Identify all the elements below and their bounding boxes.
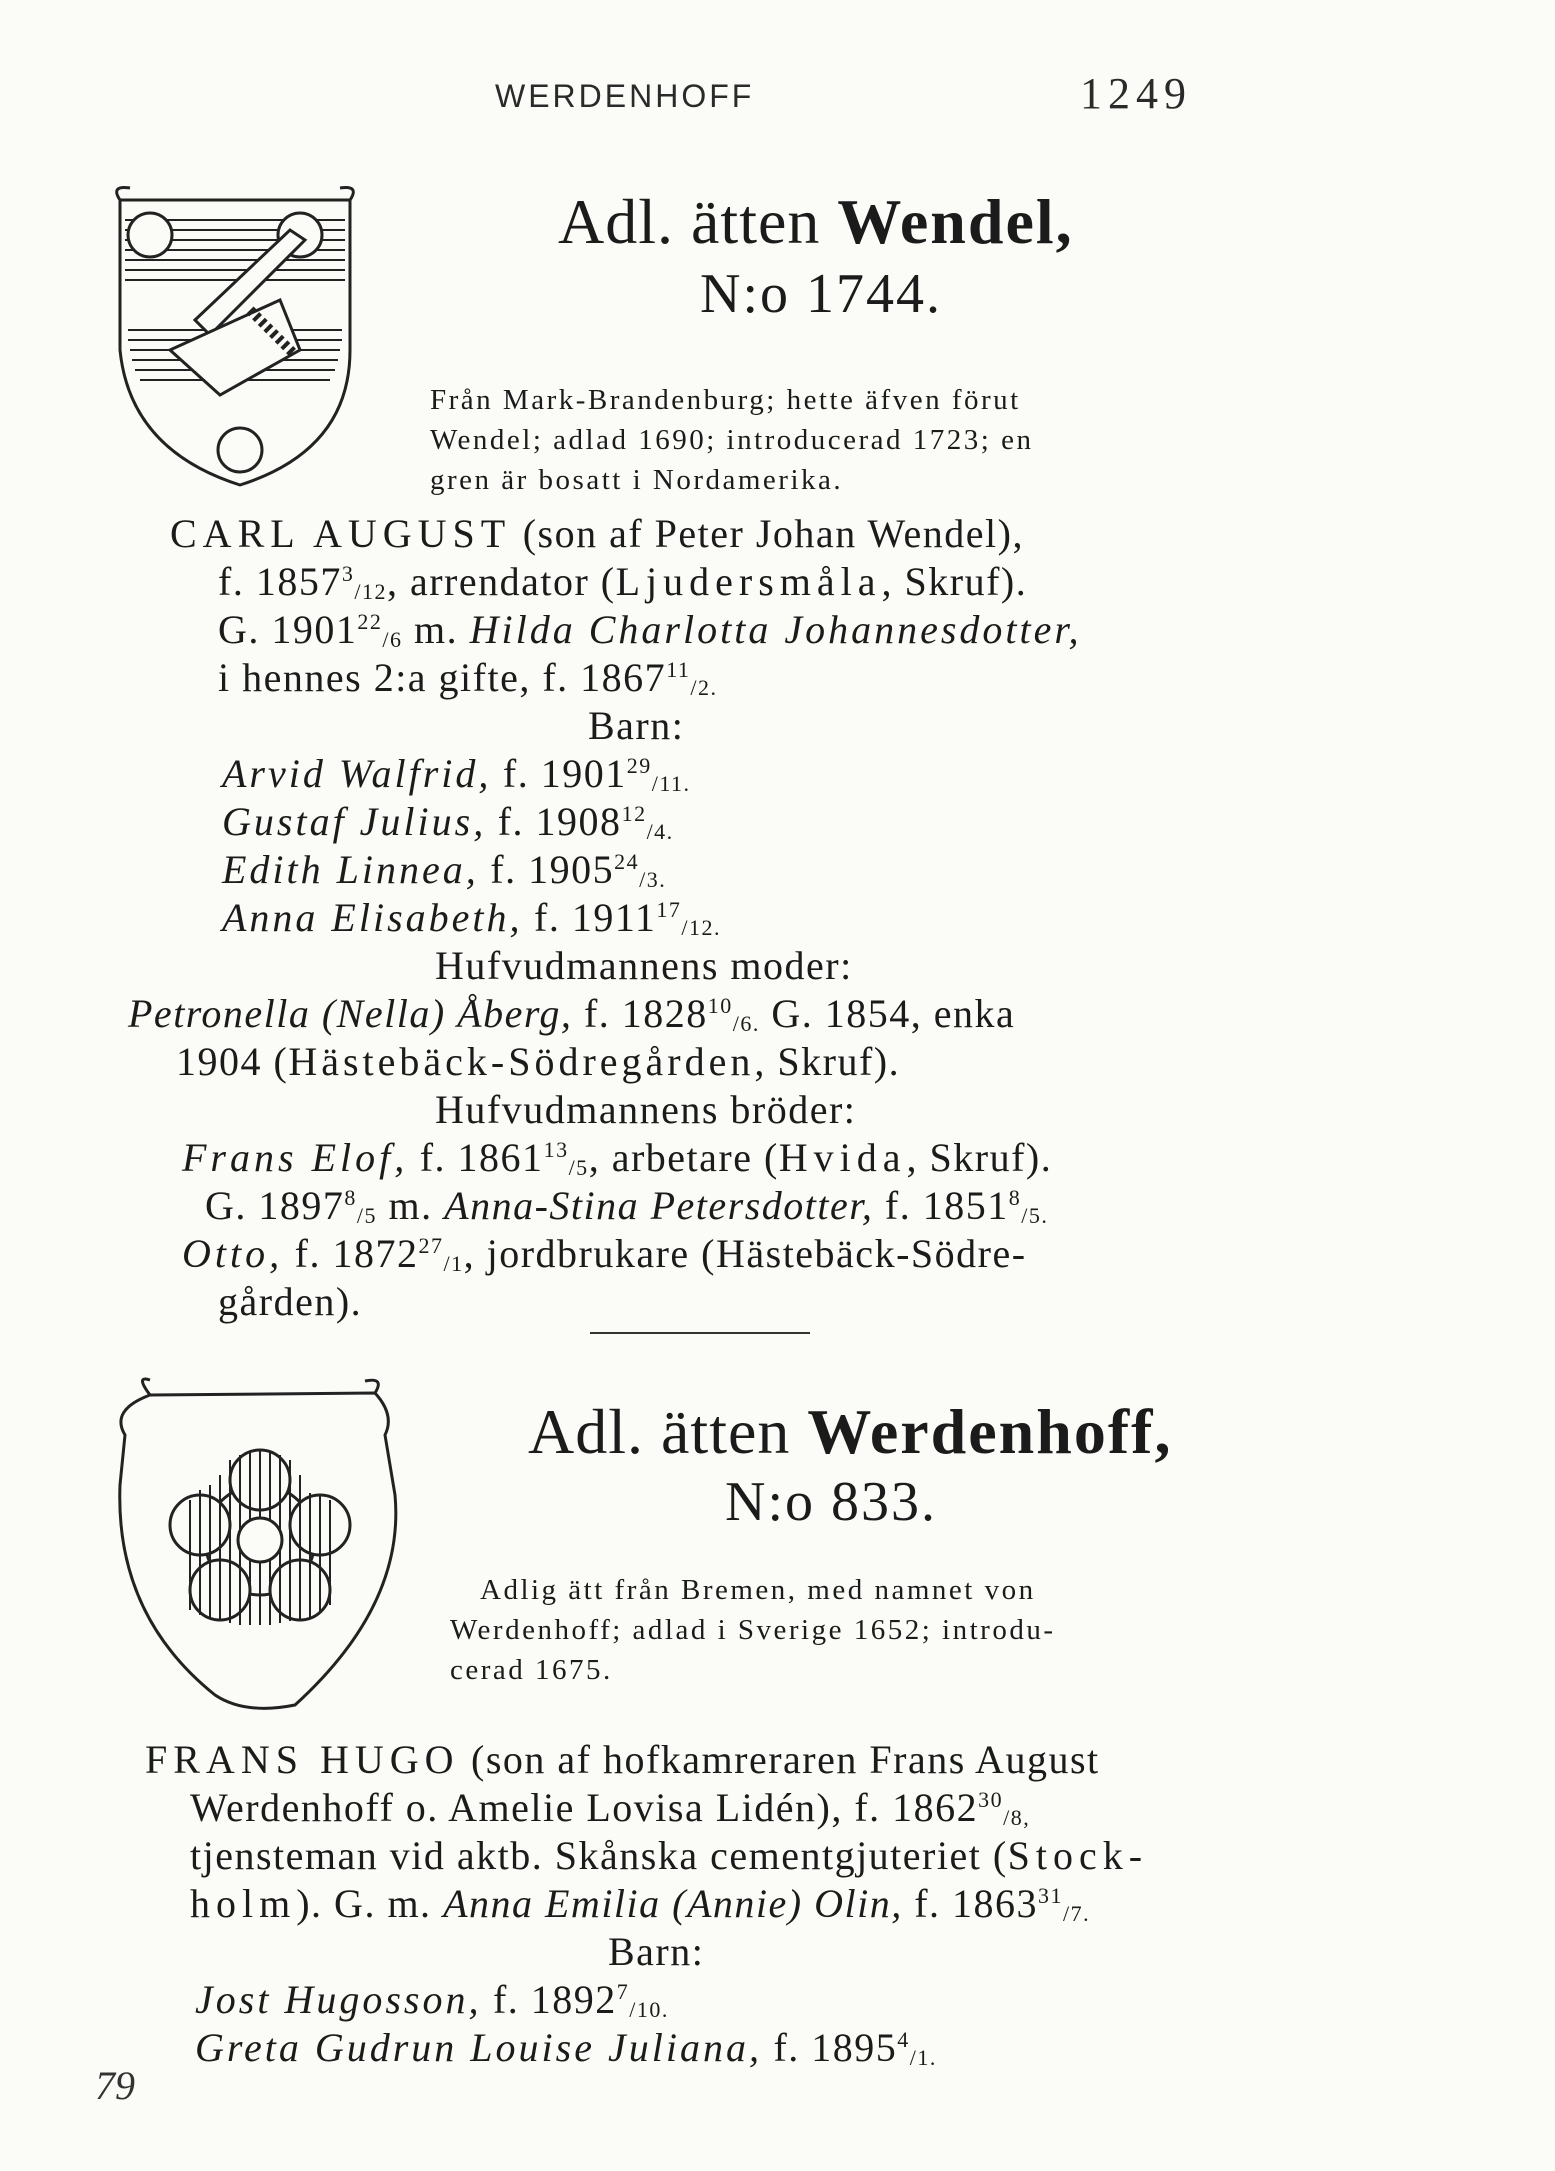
list-item bbox=[195, 2024, 937, 2072]
brother-wife-name: Anna-Stina Petersdotter, bbox=[444, 1183, 874, 1228]
child-birth-day: 17 bbox=[656, 897, 682, 922]
brother-birth: f. 1872 bbox=[283, 1231, 419, 1276]
wendel-coat-of-arms-icon bbox=[100, 180, 370, 500]
brother-occupation: , jordbrukare (Hästebäck-Södre- bbox=[463, 1231, 1027, 1276]
parents-and-birth: Werdenhoff o. Amelie Lovisa Lidén), f. 1862 bbox=[190, 1785, 979, 1830]
wife-name: Anna Emilia (Annie) Olin, bbox=[443, 1881, 903, 1926]
marriage-day: 22 bbox=[357, 609, 383, 634]
brother-parish: , Skruf). bbox=[906, 1135, 1053, 1180]
head-of-family-name: CARL AUGUST bbox=[170, 511, 512, 556]
child-birth-month: /11. bbox=[651, 771, 691, 796]
wife-name: Hilda Charlotta Johannesdotter, bbox=[469, 607, 1082, 652]
werdenhoff-title-prefix: Adl. ätten bbox=[528, 1396, 791, 1467]
child-birth-month: /1. bbox=[909, 2045, 937, 2070]
list-item bbox=[222, 846, 666, 894]
residence: Stock- bbox=[1007, 1833, 1149, 1878]
birth-day: 3 bbox=[341, 561, 355, 586]
parentage: (son af Peter Johan Wendel), bbox=[522, 511, 1024, 556]
brother-name: Frans Elof, bbox=[182, 1135, 409, 1180]
brother-marriage-month: /5 bbox=[356, 1203, 378, 1228]
child-name: Edith Linnea, bbox=[222, 847, 479, 892]
running-head: WERDENHOFF bbox=[495, 78, 755, 114]
mother-birth-day: 10 bbox=[707, 993, 733, 1018]
occupation: tjensteman vid aktb. Skånska cementgjuteriet ( bbox=[190, 1833, 1008, 1878]
brother-name: Otto, bbox=[182, 1231, 284, 1276]
list-item bbox=[222, 894, 721, 942]
child-birth: f. 1901 bbox=[502, 751, 627, 796]
birth-month: /12 bbox=[354, 579, 387, 604]
residence: Ljudersmåla bbox=[615, 559, 882, 604]
wendel-line-2 bbox=[218, 558, 1027, 606]
wendel-brothers-heading: Hufvudmannens bröder: bbox=[435, 1087, 857, 1132]
wendel-intro-2: Wendel; adlad 1690; introducerad 1723; en bbox=[430, 424, 1034, 456]
parish: , Skruf). bbox=[881, 559, 1028, 604]
wendel-number: N:o 1744. bbox=[700, 263, 942, 325]
wendel-line-3 bbox=[218, 606, 1082, 654]
werdenhoff-intro-3: cerad 1675. bbox=[450, 1654, 613, 1686]
child-birth: f. 1911 bbox=[534, 895, 657, 940]
wife-birth-month: /2. bbox=[690, 675, 718, 700]
child-name: Anna Elisabeth, bbox=[222, 895, 523, 940]
brother-birth-day: 27 bbox=[418, 1233, 444, 1258]
child-name: Gustaf Julius, bbox=[222, 799, 487, 844]
child-birth: f. 1892 bbox=[492, 1977, 617, 2022]
werdenhoff-coat-of-arms-icon bbox=[95, 1375, 415, 1725]
child-name: Greta Gudrun Louise Juliana, bbox=[195, 2025, 762, 2070]
mother-residence: Hästebäck-Södregården bbox=[288, 1039, 755, 1084]
brother-birth: f. 1861 bbox=[408, 1135, 544, 1180]
child-birth: f. 1895 bbox=[773, 2025, 898, 2070]
birth-month: /8, bbox=[1003, 1805, 1031, 1830]
widow-year: 1904 ( bbox=[176, 1039, 289, 1084]
head-of-family-name: FRANS HUGO bbox=[145, 1737, 460, 1782]
child-birth: f. 1905 bbox=[490, 847, 615, 892]
werdenhoff-intro-2: Werdenhoff; adlad i Sverige 1652; introdu- bbox=[450, 1614, 1056, 1646]
brother-line-1 bbox=[182, 1134, 1052, 1182]
wendel-intro-1: Från Mark-Brandenburg; hette äfven förut bbox=[430, 384, 1021, 416]
child-birth-day: 12 bbox=[621, 801, 647, 826]
werdenhoff-intro-1: Adlig ätt från Bremen, med namnet von bbox=[480, 1574, 1036, 1606]
residence-continued: holm bbox=[190, 1881, 297, 1926]
child-name: Arvid Walfrid, bbox=[222, 751, 492, 796]
birth-year: f. 1857 bbox=[218, 559, 342, 604]
wendel-title bbox=[558, 185, 1074, 259]
brother-birth-month: /1 bbox=[443, 1251, 464, 1276]
child-birth: f. 1908 bbox=[497, 799, 622, 844]
list-item bbox=[222, 798, 674, 846]
brother-line-2 bbox=[205, 1182, 1048, 1230]
birth-day: 30 bbox=[978, 1787, 1004, 1812]
werdenhoff-line-3 bbox=[190, 1832, 1148, 1880]
marriage-month: /6 bbox=[382, 627, 403, 652]
wendel-line-4 bbox=[218, 654, 718, 702]
brother-wife-birth: f. 1851 bbox=[873, 1183, 1009, 1228]
wendel-children-heading: Barn: bbox=[588, 703, 685, 748]
wife-birth-day: 11 bbox=[666, 657, 691, 682]
list-item bbox=[222, 750, 691, 798]
wendel-mother-heading: Hufvudmannens moder: bbox=[435, 943, 853, 988]
brother-wife-birth-month: /5. bbox=[1021, 1203, 1049, 1228]
brother-birth-day: 13 bbox=[543, 1137, 569, 1162]
wife-birth: f. 1863 bbox=[902, 1881, 1039, 1926]
child-birth-month: /10. bbox=[629, 1997, 669, 2022]
werdenhoff-title-name: Werdenhoff, bbox=[807, 1396, 1173, 1467]
parentage: (son af hofkamreraren Frans August bbox=[459, 1737, 1100, 1782]
mother-name: Petronella (Nella) Åberg, bbox=[128, 991, 573, 1036]
wendel-title-name: Wendel, bbox=[837, 186, 1074, 257]
werdenhoff-line-2 bbox=[190, 1784, 1030, 1832]
child-birth-month: /3. bbox=[639, 867, 667, 892]
brother-residence: Hvida bbox=[778, 1135, 907, 1180]
brother-occupation: , arbetare ( bbox=[588, 1135, 779, 1180]
child-birth-day: 7 bbox=[616, 1979, 630, 2004]
wife-birth: i hennes 2:a gifte, f. 1867 bbox=[218, 655, 667, 700]
child-birth-day: 29 bbox=[626, 753, 652, 778]
mother-marriage: G. 1854, enka bbox=[759, 991, 1016, 1036]
mother-parish: , Skruf). bbox=[754, 1039, 901, 1084]
page-number: 1249 bbox=[1080, 69, 1192, 118]
werdenhoff-title bbox=[528, 1395, 1172, 1469]
brother-marriage-day: 8 bbox=[344, 1185, 357, 1210]
brother-line-4: gården). bbox=[218, 1279, 363, 1324]
child-birth-day: 24 bbox=[614, 849, 640, 874]
werdenhoff-children-heading: Barn: bbox=[608, 1929, 705, 1974]
folio-number: 79 bbox=[95, 2063, 135, 2108]
werdenhoff-number: N:o 833. bbox=[725, 1471, 937, 1533]
mother-line-2 bbox=[176, 1038, 900, 1086]
with-label: m. bbox=[402, 607, 470, 652]
mother-birth-month: /6. bbox=[732, 1011, 760, 1036]
child-name: Jost Hugosson, bbox=[195, 1977, 482, 2022]
brother-marriage: G. 1897 bbox=[205, 1183, 345, 1228]
brother-wife-birth-day: 8 bbox=[1008, 1185, 1022, 1210]
child-birth-day: 4 bbox=[897, 2027, 910, 2052]
child-birth-month: /12. bbox=[681, 915, 721, 940]
wendel-title-prefix: Adl. ätten bbox=[558, 186, 821, 257]
section-divider bbox=[590, 1332, 810, 1334]
mother-line-1 bbox=[128, 990, 1015, 1038]
with-label: m. bbox=[377, 1183, 445, 1228]
mother-birth: f. 1828 bbox=[572, 991, 708, 1036]
werdenhoff-line-4 bbox=[190, 1880, 1090, 1928]
brother-line-3 bbox=[182, 1230, 1027, 1278]
wendel-intro-3: gren är bosatt i Nordamerika. bbox=[430, 464, 844, 496]
wife-birth-day: 31 bbox=[1038, 1883, 1064, 1908]
marriage: ). G. m. bbox=[296, 1881, 444, 1926]
werdenhoff-line-1 bbox=[145, 1736, 1100, 1784]
wife-birth-month: /7. bbox=[1063, 1901, 1091, 1926]
brother-birth-month: /5 bbox=[568, 1155, 589, 1180]
list-item bbox=[195, 1976, 669, 2024]
marriage-year: G. 1901 bbox=[218, 607, 358, 652]
child-birth-month: /4. bbox=[646, 819, 674, 844]
wendel-line-1 bbox=[170, 510, 1024, 558]
occupation: , arrendator ( bbox=[386, 559, 616, 604]
